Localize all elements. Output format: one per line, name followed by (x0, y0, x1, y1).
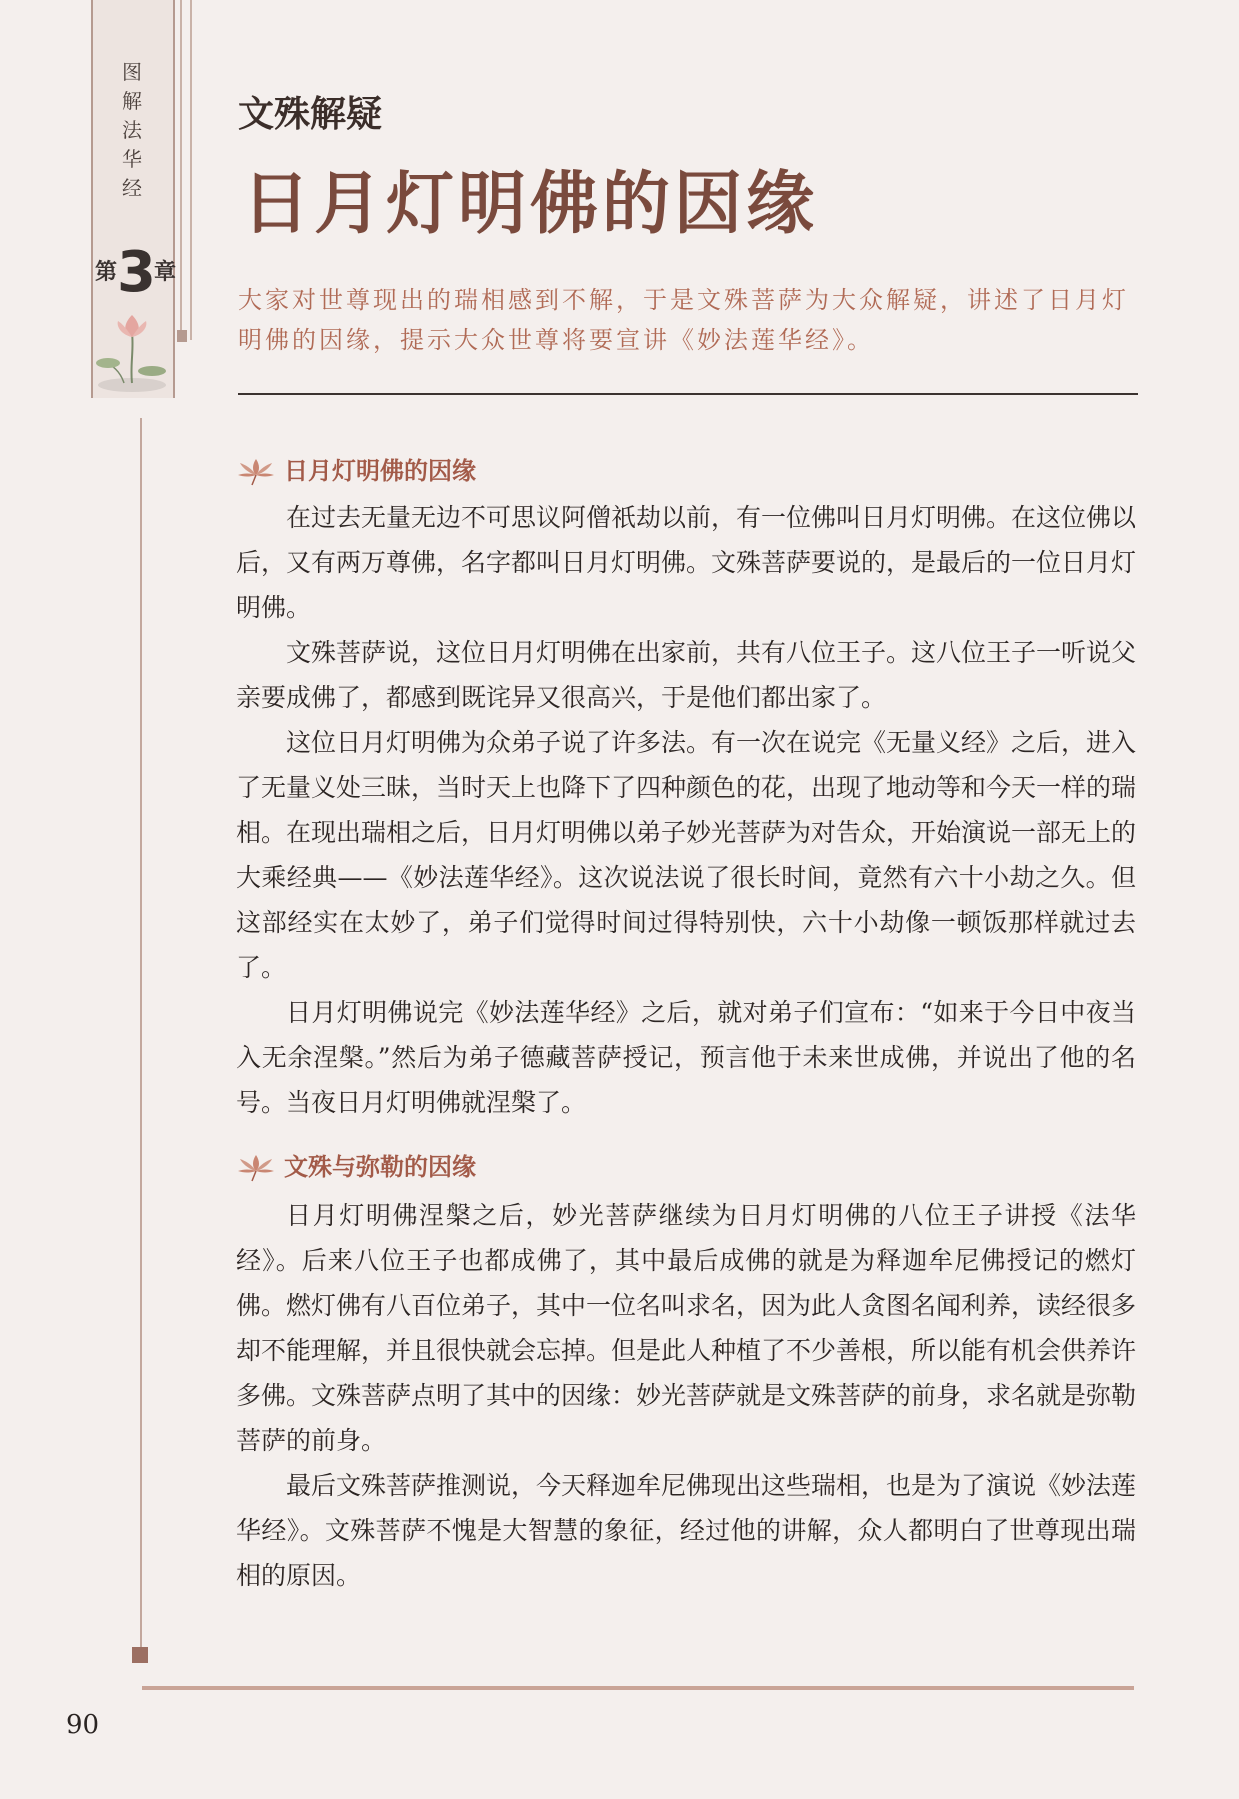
bottom-rule (142, 1686, 1134, 1690)
paragraph: 日月灯明佛涅槃之后，妙光菩萨继续为日月灯明佛的八位王子讲授《法华经》。后来八位王子也都成佛了，其中最后成佛的就是为释迦牟尼佛授记的燃灯佛。燃灯佛有八百位弟子，其中一位名叫求名，因为此人贪图名闻利养，读经很多却不能理解，并且很快就会忘掉。但是此人种植了不少善根，所以能有机会供养许多佛。文殊菩萨点明了其中的因缘：妙光菩萨就是文殊菩萨的前身，求名就是弥勒菩萨的前身。 (236, 1201, 1137, 1455)
lotus-icon (236, 455, 276, 487)
paragraph: 最后文殊菩萨推测说，今天释迦牟尼佛现出这些瑞相，也是为了演说《妙法莲华经》。文殊菩萨不愧是大智慧的象征，经过他的讲解，众人都明白了世尊现出瑞相的原因。 (236, 1471, 1137, 1590)
chapter-prefix: 第 (95, 260, 118, 285)
tab-decor-block (177, 330, 187, 342)
section-heading-2-text: 文殊与弥勒的因缘 (284, 1153, 476, 1181)
lotus-icon (236, 1151, 276, 1183)
paragraph: 这位日月灯明佛为众弟子说了许多法。有一次在说完《无量义经》之后，进入了无量义处三昧，当时天上也降下了四种颜色的花，出现了地动等和今天一样的瑞相。在现出瑞相之后，日月灯明佛以弟子妙光菩萨为对告众，开始演说一部无上的大乘经典——《妙法莲华经》。这次说法说了很长时间，竟然有六十小劫之久。但这部经实在太妙了，弟子们觉得时间过得特别快，六十小劫像一顿饭那样就过去了。 (236, 728, 1137, 982)
intro-divider (238, 393, 1138, 395)
paragraph: 文殊菩萨说，这位日月灯明佛在出家前，共有八位王子。这八位王子一听说父亲要成佛了，都感到既诧异又很高兴，于是他们都出家了。 (236, 638, 1137, 712)
section-supertitle: 文殊解疑 (238, 93, 383, 135)
paragraph: 日月灯明佛说完《妙法莲华经》之后，就对弟子们宣布：“如来于今日中夜当入无余涅槃。”然后为弟子德藏菩萨授记，预言他于未来世成佛，并说出了他的名号。当夜日月灯明佛就涅槃了。 (236, 998, 1136, 1117)
section-heading-1 (236, 452, 476, 488)
section-body-2 (236, 1193, 1136, 1598)
page-title: 日月灯明佛的因缘 (242, 164, 819, 244)
section-heading-1-text: 日月灯明佛的因缘 (284, 457, 476, 485)
chapter-label (95, 240, 175, 305)
chapter-suffix: 章 (153, 260, 176, 285)
left-vertical-rule (140, 418, 142, 1648)
paragraph: 在过去无量无边不可思议阿僧祇劫以前，有一位佛叫日月灯明佛。在这位佛以后，又有两万尊佛，名字都叫日月灯明佛。文殊菩萨要说的，是最后的一位日月灯明佛。 (236, 503, 1137, 622)
intro-summary: 大家对世尊现出的瑞相感到不解，于是文殊菩萨为大众解疑，讲述了日月灯明佛的因缘，提示大众世尊将要宣讲《妙法莲华经》。 (238, 286, 1129, 354)
tab-decor-line (180, 0, 192, 340)
page-number: 90 (66, 1710, 100, 1740)
book-title-vertical: 图解法华经 (122, 60, 142, 200)
section-heading-2 (236, 1148, 476, 1184)
lotus-illustration-icon (94, 305, 170, 395)
section-body-1 (236, 495, 1136, 1125)
rule-end-marker (132, 1647, 148, 1663)
chapter-number: 3 (117, 240, 154, 305)
